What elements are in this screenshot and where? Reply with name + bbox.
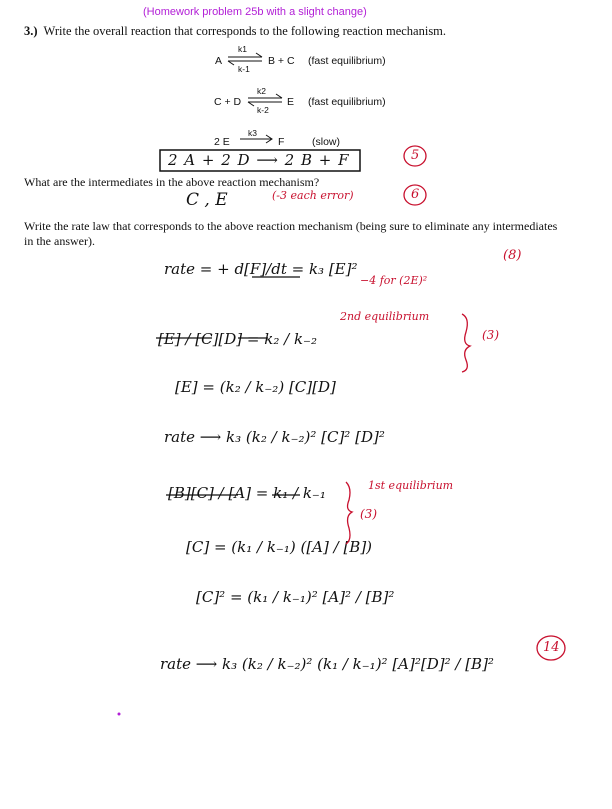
equilibrium1-score: (3) bbox=[360, 507, 377, 521]
question-line bbox=[24, 24, 446, 39]
equilibrium1-note: 1st equilibrium bbox=[368, 479, 454, 492]
step2-k-forward: k2 bbox=[257, 86, 266, 96]
step1-products: B + C bbox=[268, 55, 295, 67]
c-squared-expression: [C]² = (k₁ / k₋₁)² [A]² / [B]² bbox=[196, 588, 395, 606]
final-rate-law: rate ⟶ k₃ (k₂ / k₋₂)² (k₁ / k₋₁)² [A]²[D]² / [B]² bbox=[160, 655, 494, 673]
step3-product: F bbox=[278, 136, 285, 148]
step2-reactants: C + D bbox=[214, 96, 242, 108]
final-score: 14 bbox=[543, 640, 560, 655]
overall-score: 5 bbox=[411, 148, 420, 163]
equilibrium2-note: 2nd equilibrium bbox=[340, 310, 430, 323]
equilibrium1-bracket bbox=[346, 482, 352, 544]
step2-k-reverse: k-2 bbox=[257, 105, 269, 115]
intermediates-score: 6 bbox=[411, 187, 420, 202]
equilibrium2-score: (3) bbox=[482, 328, 499, 342]
overall-reaction-answer: 2 A + 2 D ⟶ 2 B + F bbox=[168, 151, 350, 169]
step2-product: E bbox=[287, 96, 295, 108]
rate1-score: (8) bbox=[503, 248, 522, 263]
question-text: Write the overall reaction that corresponds to the following reaction mechanism. bbox=[43, 24, 447, 38]
step3-note: (slow) bbox=[312, 136, 340, 148]
intermediates-answer: C , E bbox=[186, 190, 228, 210]
rate-law-question-line1: Write the rate law that corresponds to the above reaction mechanism (being sure to eliminate any intermediates bbox=[24, 219, 558, 233]
question-number: 3.) bbox=[24, 24, 38, 38]
c-concentration-expression: [C] = (k₁ / k₋₁) ([A] / [B]) bbox=[186, 538, 373, 556]
step3-k-forward: k3 bbox=[248, 128, 257, 138]
step1-note: (fast equilibrium) bbox=[308, 55, 386, 67]
step3-reactants: 2 E bbox=[214, 136, 230, 148]
equilibrium2-expression: [E] / [C][D] = k₂ / k₋₂ bbox=[158, 330, 317, 348]
e-concentration-expression: [E] = (k₂ / k₋₂) [C][D] bbox=[175, 378, 336, 396]
intermediates-question: What are the intermediates in the above reaction mechanism? bbox=[24, 175, 320, 189]
rate-law-question-line2: in the answer). bbox=[24, 234, 95, 248]
step1-k-forward: k1 bbox=[238, 44, 247, 54]
step2-note: (fast equilibrium) bbox=[308, 96, 386, 108]
equilibrium1-expression: [B][C] / [A] = k₁ / k₋₁ bbox=[168, 484, 326, 502]
step1-k-reverse: k-1 bbox=[238, 64, 250, 74]
rate-expression-1: rate = + d[F]/dt = k₃ [E]² bbox=[164, 260, 358, 278]
intermediates-note: (-3 each error) bbox=[272, 189, 354, 202]
equilibrium2-bracket bbox=[462, 314, 470, 372]
page-header: (Homework problem 25b with a slight change) bbox=[143, 6, 367, 18]
margin-dot bbox=[118, 713, 121, 716]
rate-expression-2: rate ⟶ k₃ (k₂ / k₋₂)² [C]² [D]² bbox=[164, 428, 385, 446]
step1-reactant: A bbox=[215, 55, 223, 67]
rate1-deduction: −4 for (2E)² bbox=[360, 274, 428, 287]
